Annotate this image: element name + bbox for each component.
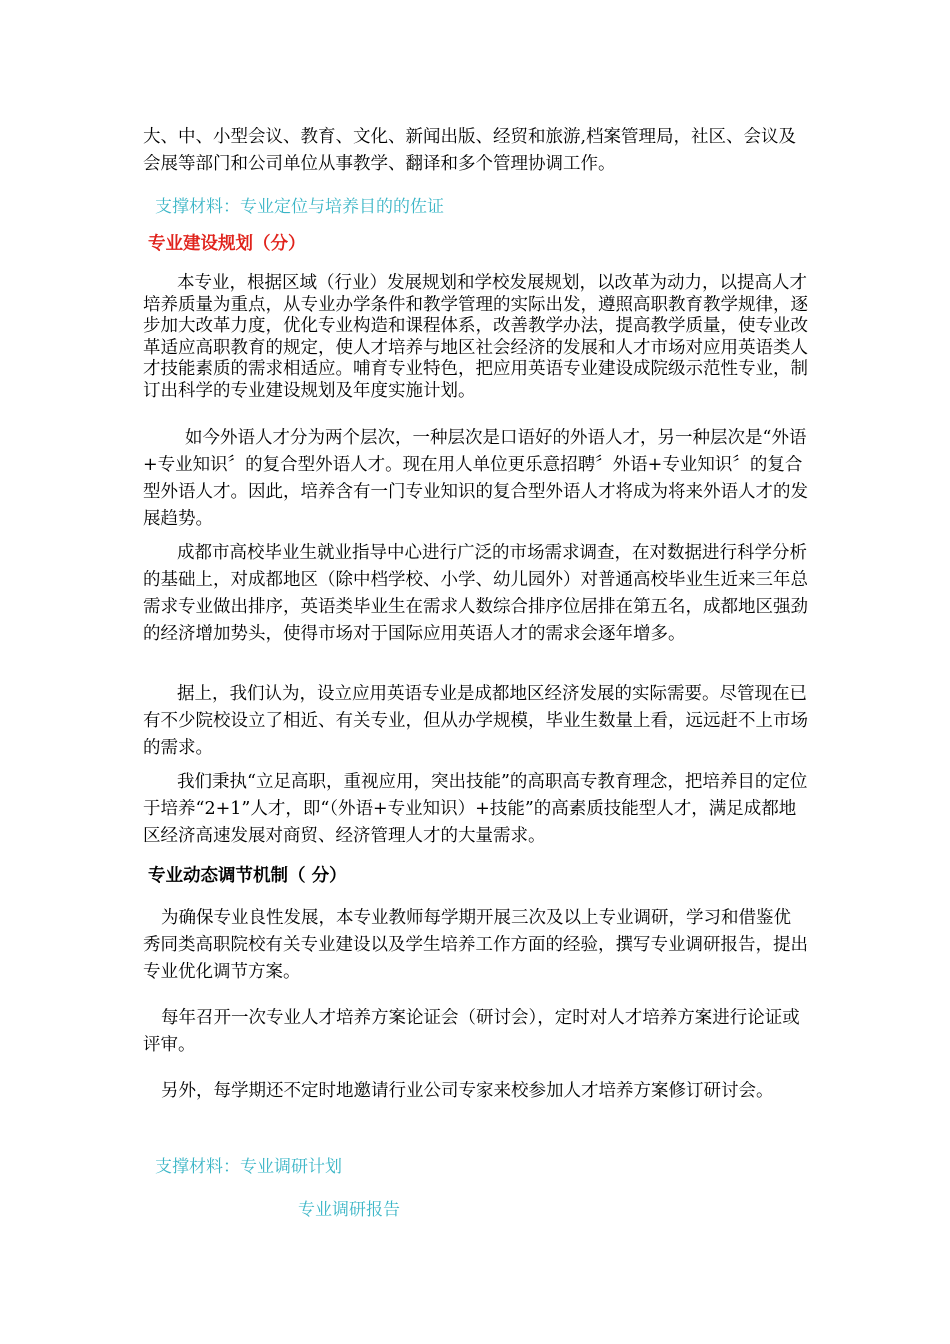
paragraph-philosophy: 我们秉执“立足高职，重视应用，突出技能”的高职高专教育理念，把培养目的定位于培养“2+1”人才，即“（外语+专业知识）+技能”的高素质技能型人才，满足成都地区经济高速发展对商贸、经济管理人才的大量需求。 xyxy=(143,772,808,846)
section-heading-construction-plan: 专业建设规划（分） xyxy=(148,234,306,254)
paragraph-market-survey: 成都市高校毕业生就业指导中心进行广泛的市场需求调查，在对数据进行科学分析的基础上，对成都地区（除中档学校、小学、幼儿园外）对普通高校毕业生近来三年总需求专业做出排序，英语类毕业生在需求人数综合排序位居排在第五名，成都地区强劲的经济增加势头，使得市场对于国际应用英语人才的需求会逐年增多。 xyxy=(143,543,808,644)
support-material-link-research-plan[interactable]: 支撑材料：专业调研计划 xyxy=(155,1157,342,1177)
support-material-link-positioning[interactable]: 支撑材料：专业定位与培养目的的佐证 xyxy=(155,197,444,217)
paragraph-conclusion: 据上，我们认为，设立应用英语专业是成都地区经济发展的实际需要。尽管现在已有不少院校设立了相近、有关专业，但从办学规模，毕业生数量上看，远远赶不上市场的需求。 xyxy=(143,684,808,758)
paragraph-experts: 另外，每学期还不定时地邀请行业公司专家来校参加人才培养方案修订研讨会。 xyxy=(161,1081,774,1101)
paragraph-annual-review: 每年召开一次专业人才培养方案论证会（研讨会），定时对人才培养方案进行论证或评审。 xyxy=(143,1008,800,1055)
intro-paragraph: 大、中、小型会议、教育、文化、新闻出版、经贸和旅游,档案管理局，社区、会议及会展等部门和公司单位从事教学、翻译和多个管理协调工作。 xyxy=(143,127,797,174)
paragraph-construction-plan: 本专业，根据区域（行业）发展规划和学校发展规划，以改革为动力，以提高人才培养质量为重点，从专业办学条件和教学管理的实际出发，遵照高职教育教学规律，逐步加大改革力度，优化专业构造和课程体系，改善教学办法，提高教学质量，使专业改革适应高职教育的规定，使人才培养与地区社会经济的发展和人才市场对应用英语类人才技能素质的需求相适应。哺育专业特色，把应用英语专业建设成院级示范性专业，制订出科学的专业建设规划及年度实施计划。 xyxy=(143,273,808,401)
section-heading-adjustment-mechanism: 专业动态调节机制（ 分） xyxy=(148,866,347,886)
paragraph-research: 为确保专业良性发展，本专业教师每学期开展三次及以上专业调研，学习和借鉴优秀同类高职院校有关专业建设以及学生培养工作方面的经验，撰写专业调研报告，提出专业优化调节方案。 xyxy=(143,908,808,982)
paragraph-talent-levels: 如今外语人才分为两个层次，一种层次是口语好的外语人才，另一种层次是“外语+专业知识〞的复合型外语人才。现在用人单位更乐意招聘〞外语+专业知识〞的复合型外语人才。因此，培养含有一门专业知识的复合型外语人才将成为将来外语人才的发展趋势。 xyxy=(143,428,808,529)
support-material-link-research-report[interactable]: 专业调研报告 xyxy=(298,1200,400,1220)
